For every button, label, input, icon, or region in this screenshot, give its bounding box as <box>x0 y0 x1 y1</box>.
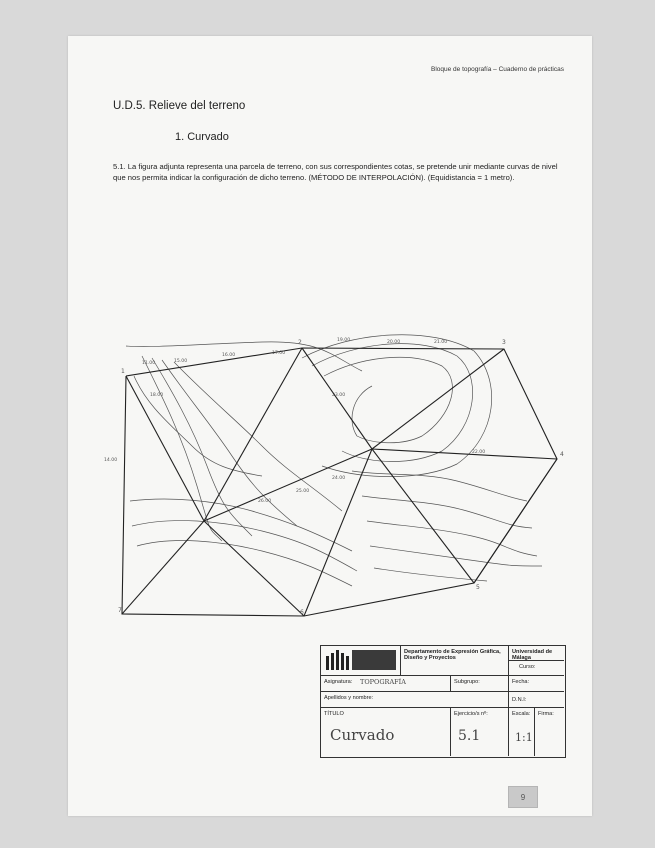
subgrupo-label: Subgrupo: <box>454 679 480 685</box>
escala-value: 1:1 <box>515 731 533 744</box>
page-number: 9 <box>508 786 538 808</box>
exercise-statement: 5.1. La figura adjunta representa una parcela de terreno, con sus correspondientes cotas, se pretende unir mediante curvas de nivel que nos permita indicar la configuración de dicho terreno. (MÉTODO DE INTERPOLACIÓN). (Equidistancia = 1 metro). <box>113 162 558 182</box>
triangulation-line <box>372 449 557 459</box>
department-name: Departamento de Expresión Gráfica, Diseño y Proyectos <box>404 649 501 661</box>
department-logo <box>322 647 398 673</box>
contour-line <box>174 362 342 511</box>
elevation-label: 18.00 <box>150 393 164 398</box>
triangulation-lines <box>122 348 557 616</box>
university-name: Universidad de Málaga <box>512 649 553 661</box>
contour-line <box>324 357 452 442</box>
triangulation-line <box>474 459 557 583</box>
university-logo-icon <box>324 648 398 672</box>
vertex-number: 2 <box>298 339 302 346</box>
topographic-drawing <box>104 296 568 616</box>
running-header: Bloque de topografía – Cuaderno de prácticas <box>431 66 564 73</box>
curso-label: Curso: <box>519 664 536 670</box>
dni-label: D.N.I: <box>512 697 527 703</box>
contour-line <box>352 471 527 501</box>
contour-line <box>126 342 362 371</box>
triangulation-line <box>204 348 302 521</box>
contour-line <box>374 568 487 581</box>
elevation-label: 26.00 <box>258 499 272 504</box>
divider <box>450 675 451 691</box>
vertex-number: 6 <box>300 609 304 616</box>
contour-line <box>302 335 492 477</box>
elevation-label: 20.00 <box>387 340 401 345</box>
asignatura-label: Asignatura: <box>324 679 353 685</box>
unit-title: U.D.5. Relieve del terreno <box>113 100 246 112</box>
contour-line <box>137 541 352 586</box>
elevation-label: 16.00 <box>222 353 236 358</box>
divider <box>508 660 564 661</box>
vertex-number: 7 <box>118 607 122 614</box>
triangulation-line <box>204 521 304 616</box>
triangulation-line <box>372 449 474 583</box>
elevation-label: 11.00 <box>142 361 156 366</box>
elevation-label: 17.00 <box>272 351 286 356</box>
divider <box>400 645 401 675</box>
titulo-value: Curvado <box>330 726 395 744</box>
contour-lines <box>126 335 542 586</box>
contour-line <box>152 358 252 536</box>
firma-label: Firma: <box>538 711 554 717</box>
divider <box>450 707 451 756</box>
vertex-number: 1 <box>121 368 125 375</box>
titulo-label: TÍTULO <box>324 711 344 717</box>
escala-label: Escala: <box>512 711 531 717</box>
apellidos-label: Apellidos y nombre: <box>324 695 374 701</box>
divider <box>508 645 509 756</box>
elevation-label: 24.00 <box>332 476 346 481</box>
divider <box>320 707 564 708</box>
contour-line <box>312 344 473 462</box>
elevation-label: 23.00 <box>332 393 346 398</box>
elevation-label: 25.00 <box>296 489 310 494</box>
elevation-label: 19.00 <box>337 338 351 343</box>
vertex-number: 3 <box>502 339 506 346</box>
contour-line <box>142 356 222 541</box>
divider <box>320 691 564 692</box>
vertex-number: 4 <box>560 451 564 458</box>
section-title: 1. Curvado <box>175 131 229 143</box>
elevation-label: 21.00 <box>434 340 448 345</box>
elevation-label: 15.00 <box>174 359 188 364</box>
triangulation-line <box>302 348 372 449</box>
vertex-number: 5 <box>476 584 480 591</box>
divider <box>320 675 564 676</box>
contour-line <box>362 496 532 528</box>
title-block <box>320 645 566 758</box>
contour-line <box>370 546 542 566</box>
ejercicio-value: 5.1 <box>458 728 481 744</box>
parcel-boundary <box>122 348 557 616</box>
elevation-label: 14.00 <box>104 458 118 463</box>
elevation-label: 22.00 <box>472 450 486 455</box>
divider <box>534 707 535 756</box>
ejercicio-label: Ejercicio/s nº: <box>454 711 488 717</box>
asignatura-value: TOPOGRAFÍA <box>360 678 406 686</box>
document-page <box>68 36 592 816</box>
triangulation-line <box>122 521 204 614</box>
fecha-label: Fecha: <box>512 679 530 685</box>
